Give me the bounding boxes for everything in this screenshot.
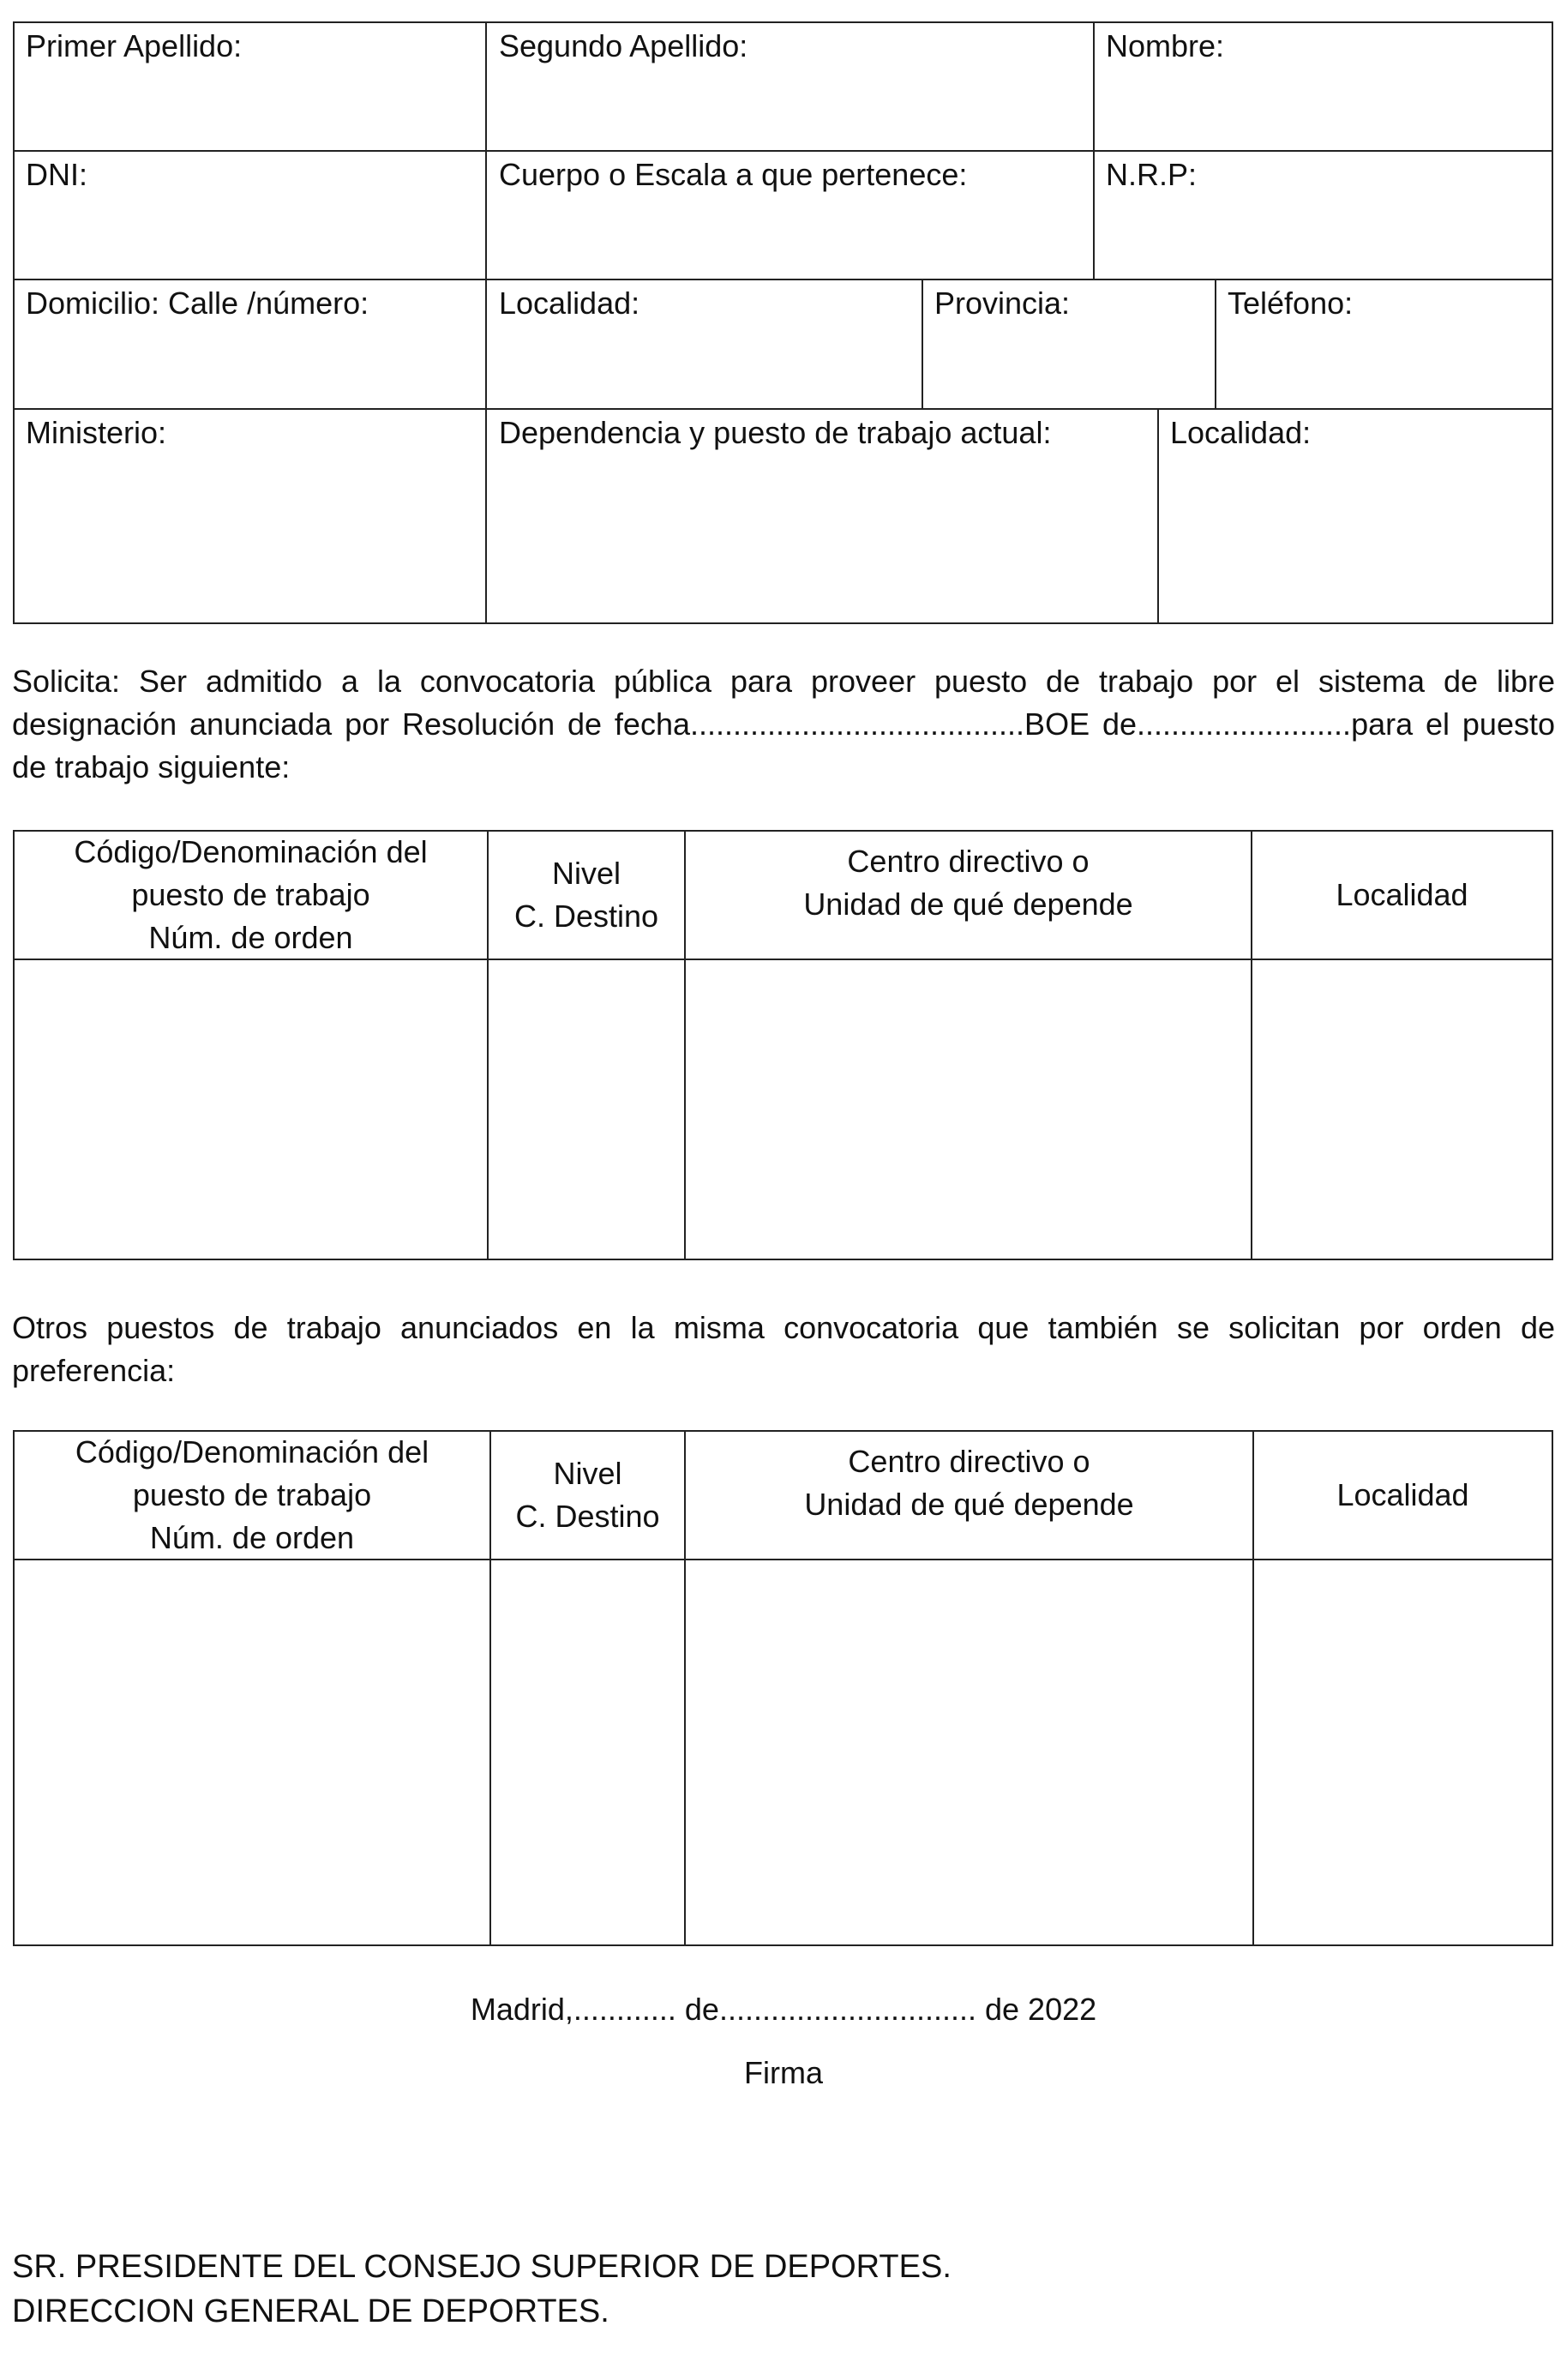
header-localidad xyxy=(1252,832,1552,959)
header-centro xyxy=(686,1432,1252,1535)
header-codigo xyxy=(15,832,487,959)
segundo-apellido-label: Segundo Apellido: xyxy=(499,28,748,63)
header-text: Unidad de qué depende xyxy=(803,886,1133,922)
header-text: Unidad de qué depende xyxy=(804,1487,1134,1522)
destinatario-line: DIRECCION GENERAL DE DEPORTES. xyxy=(12,2293,609,2329)
firma-label: Firma xyxy=(744,2055,823,2090)
form-divider xyxy=(1093,21,1095,280)
provincia-label: Provincia: xyxy=(934,285,1071,321)
header-text: Núm. de orden xyxy=(149,1520,355,1555)
fecha-line: Madrid,............ de.............................. de 2022 xyxy=(470,1992,1097,2027)
table-border-bottom xyxy=(13,1944,1553,1946)
header-text: puesto de trabajo xyxy=(131,877,370,912)
form-divider xyxy=(922,279,923,409)
form-border-bottom xyxy=(13,622,1553,624)
ministerio-label: Ministerio: xyxy=(26,415,167,450)
header-localidad xyxy=(1254,1432,1552,1559)
form-divider xyxy=(1215,279,1216,409)
header-nivel xyxy=(489,832,684,959)
solicita-line: Solicita: Ser admitido a la convocatoria pública para proveer puesto de trabajo por el sistema de libre xyxy=(12,664,1555,699)
header-codigo xyxy=(15,1432,489,1559)
header-text: Núm. de orden xyxy=(148,920,353,955)
nombre-label: Nombre: xyxy=(1106,28,1225,63)
solicita-line: designación anunciada por Resolución de fecha.......................................BOE de.........................para el puesto xyxy=(12,706,1555,742)
destinatario-line: SR. PRESIDENTE DEL CONSEJO SUPERIOR DE DEPORTES. xyxy=(12,2249,952,2285)
localidad-label: Localidad: xyxy=(499,285,640,321)
telefono-label: Teléfono: xyxy=(1228,285,1354,321)
table-border-right xyxy=(1552,1430,1553,1946)
otros-line: Otros puestos de trabajo anunciados en la misma convocatoria que también se solicitan por orden de xyxy=(12,1310,1555,1345)
header-text: Centro directivo o xyxy=(847,844,1090,879)
form-divider xyxy=(485,21,487,409)
localidad-actual-label: Localidad: xyxy=(1170,415,1312,450)
header-text: Código/Denominación del xyxy=(75,1434,429,1469)
form-divider xyxy=(13,150,1553,152)
form-border-left xyxy=(13,21,15,624)
header-text: Localidad xyxy=(1336,877,1468,912)
nrp-label: N.R.P: xyxy=(1106,157,1198,192)
form-divider xyxy=(13,279,1553,280)
form-border-right xyxy=(1552,21,1553,624)
form-divider xyxy=(13,408,1553,410)
header-text: Localidad xyxy=(1336,1477,1469,1512)
dependencia-label: Dependencia y puesto de trabajo actual: xyxy=(499,415,1052,450)
domicilio-label: Domicilio: Calle /número: xyxy=(26,285,369,321)
primer-apellido-label: Primer Apellido: xyxy=(26,28,243,63)
header-text: puesto de trabajo xyxy=(132,1477,372,1512)
header-text: C. Destino xyxy=(513,899,659,934)
form-divider xyxy=(1157,408,1159,624)
header-text: Nivel xyxy=(553,1456,622,1491)
header-text: C. Destino xyxy=(515,1499,660,1534)
otros-line: preferencia: xyxy=(12,1353,176,1388)
table-border-right xyxy=(1552,830,1553,1260)
dni-label: DNI: xyxy=(26,157,87,192)
cuerpo-escala-label: Cuerpo o Escala a que pertenece: xyxy=(499,157,968,192)
header-centro xyxy=(686,832,1251,935)
solicita-line: de trabajo siguiente: xyxy=(12,749,291,784)
header-text: Código/Denominación del xyxy=(74,834,428,869)
header-text: Nivel xyxy=(551,856,621,891)
header-nivel xyxy=(491,1432,684,1559)
table-border-bottom xyxy=(13,1259,1553,1260)
form-divider xyxy=(485,408,487,624)
header-text: Centro directivo o xyxy=(848,1444,1090,1479)
form-border-top xyxy=(13,21,1553,23)
